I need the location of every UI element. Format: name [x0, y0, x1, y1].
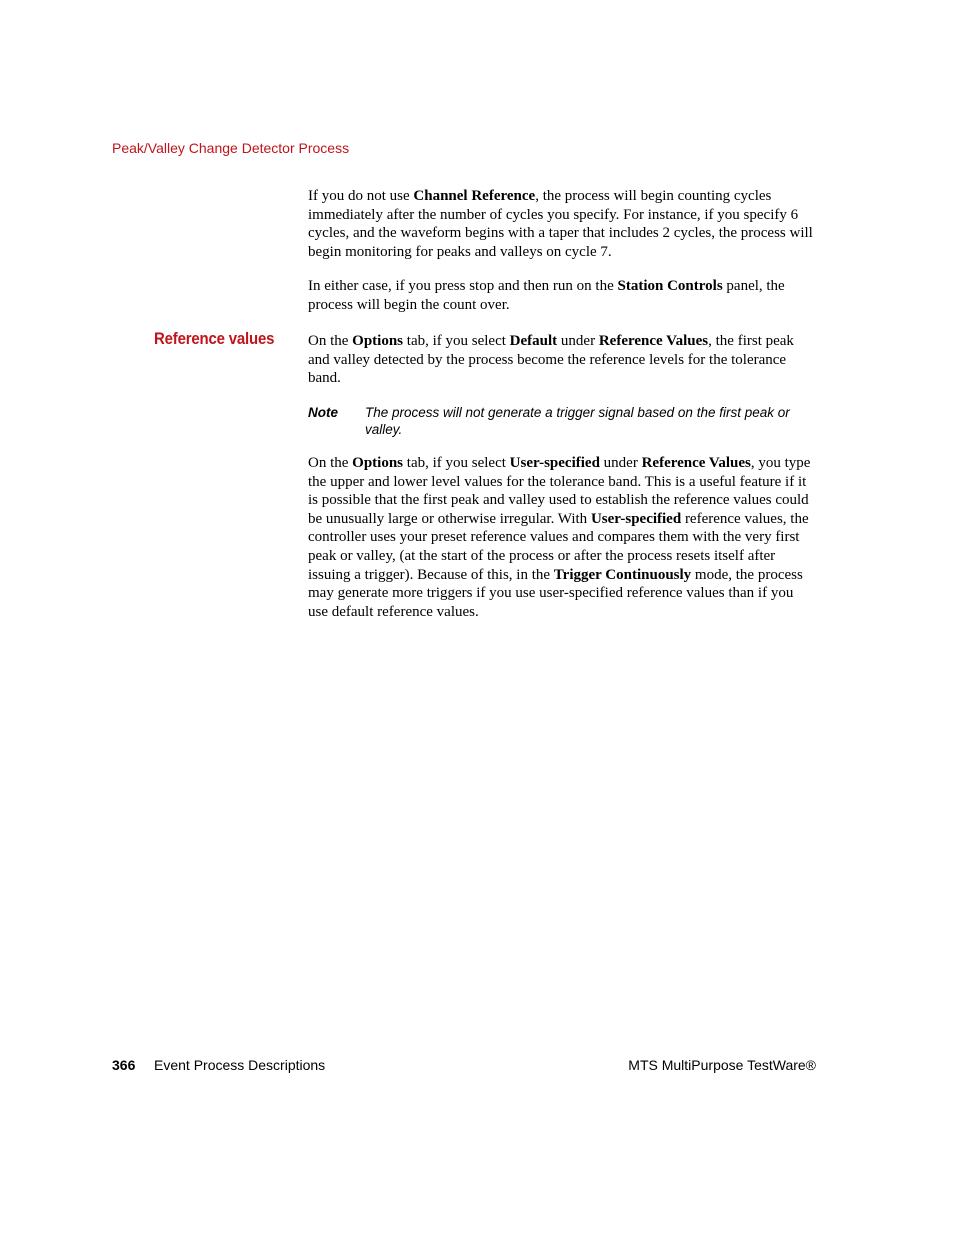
bold-term: Channel Reference — [413, 188, 536, 204]
text-run: , the first peak and valley detected by the process become the reference levels for the tolerance band. — [308, 333, 794, 387]
bold-term: Station Controls — [617, 278, 723, 294]
text-run: panel, the process will begin the count over. — [308, 278, 785, 313]
text-run: tab, if you select — [403, 333, 510, 349]
body-paragraph-4 — [308, 454, 816, 621]
body-paragraph-3 — [308, 332, 816, 388]
text-run: mode, the process may generate more triggers if you use user-specified reference values than if you use default reference values. — [308, 566, 803, 620]
body-paragraph-2 — [308, 277, 816, 314]
bold-term: Reference Values — [598, 333, 709, 349]
section-heading-reference-values: Reference values — [154, 329, 275, 348]
bold-term: Options — [352, 455, 404, 471]
text-run: , you type the upper and lower level values for the tolerance band. This is a useful feature if it is possible that the first peak and valley used to establish the reference values could be unusually large or otherwise irregular. With — [308, 455, 811, 527]
running-header-title: Peak/Valley Change Detector Process — [112, 140, 350, 156]
text-run: under — [557, 333, 599, 349]
body-paragraph-1 — [308, 187, 816, 261]
text-run: If you do not use — [308, 188, 414, 204]
bold-term: Trigger Continuously — [553, 566, 692, 583]
text-run: reference values, the controller uses your preset reference values and compares them with the very first peak or valley, (at the start of the process or after the process resets itself after issuing a trigger). Because of this, in the — [308, 510, 809, 583]
text-run: On the — [308, 455, 353, 471]
page-footer — [112, 1057, 816, 1077]
footer-product-name: MTS MultiPurpose TestWare® — [628, 1057, 816, 1073]
footer-chapter-title: Event Process Descriptions — [154, 1057, 326, 1073]
bold-term: Default — [509, 333, 558, 349]
note-text: The process will not generate a trigger signal based on the first peak or valley. — [365, 405, 790, 437]
bold-term: Reference Values — [641, 455, 751, 471]
bold-term: User-specified — [590, 510, 682, 527]
text-run: On the — [308, 333, 353, 349]
note-label: Note — [308, 405, 338, 420]
bold-term: Options — [352, 333, 404, 349]
text-run: under — [599, 455, 642, 471]
text-run: In either case, if you press stop and then run on the — [308, 278, 618, 294]
page-number: 366 — [112, 1057, 136, 1073]
text-run: tab, if you select — [403, 455, 510, 471]
bold-term: User-specified — [509, 455, 600, 471]
text-run: , the process will begin counting cycles immediately after the number of cycles you specify. For instance, if you specify 6 cycles, and the waveform begins with a taper that includes 2 cycles, the process will begin monitoring for peaks and valleys on cycle 7. — [308, 188, 813, 260]
